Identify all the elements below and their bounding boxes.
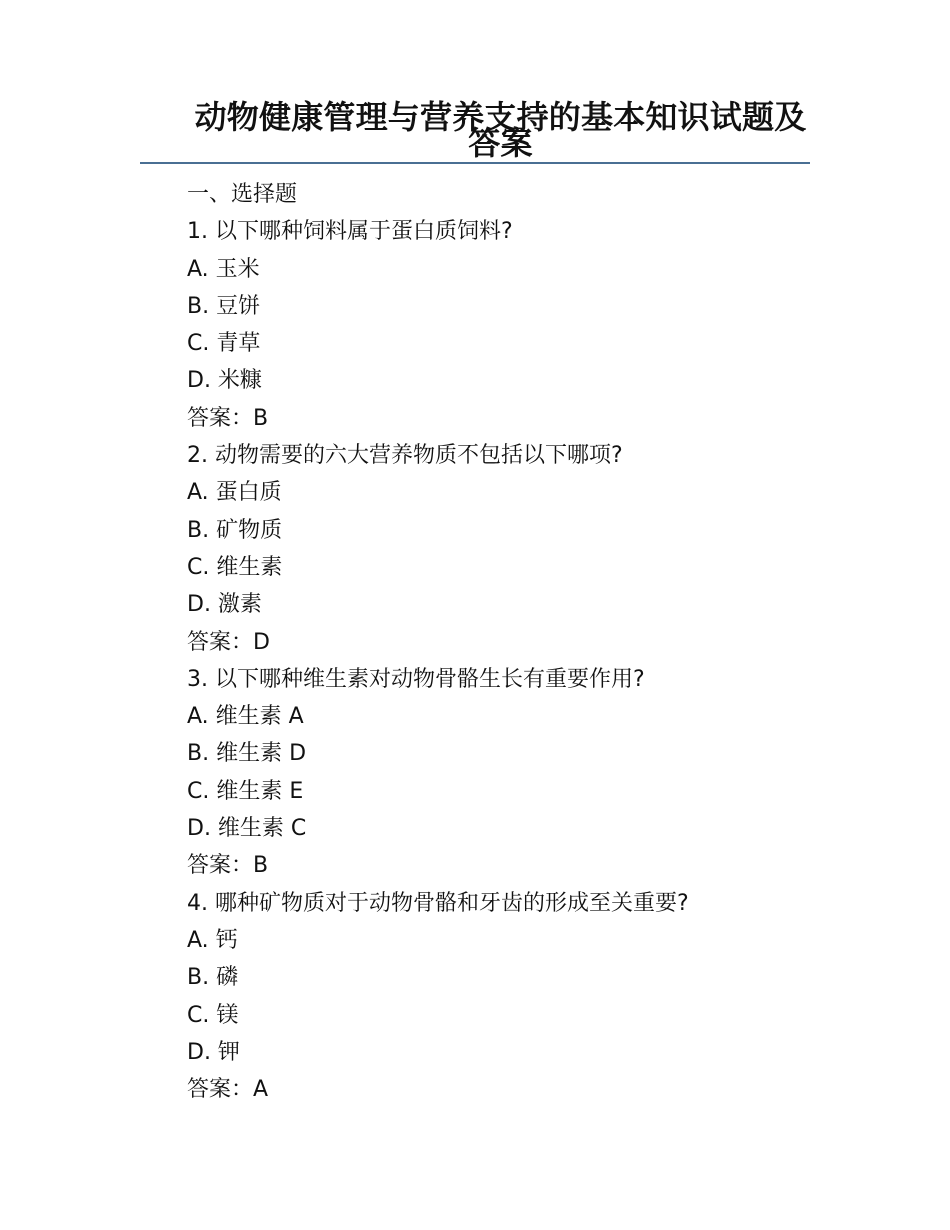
question-4 [187, 885, 807, 1109]
option-d: D. 激素 [187, 592, 262, 618]
question-3 [187, 661, 807, 885]
option-d: D. 钾 [187, 1039, 240, 1065]
answer-line: 答案：A [187, 1077, 269, 1103]
title-block [140, 100, 810, 164]
option-b: B. 维生素 D [187, 741, 307, 767]
option-d: D. 维生素 C [187, 816, 307, 842]
answer-line: 答案：B [187, 853, 269, 879]
option-d: D. 米糠 [187, 368, 262, 394]
option-c: C. 维生素 [187, 554, 283, 580]
answer-line: 答案：B [187, 405, 269, 431]
option-b: B. 矿物质 [187, 517, 283, 543]
question-2 [187, 437, 807, 661]
option-a: A. 蛋白质 [187, 480, 282, 506]
answer-line: 答案：D [187, 629, 270, 655]
question-stem: 2. 动物需要的六大营养物质不包括以下哪项? [187, 443, 623, 469]
question-stem: 4. 哪种矿物质对于动物骨骼和牙齿的形成至关重要? [187, 890, 689, 916]
option-a: A. 钙 [187, 927, 238, 953]
option-b: B. 豆饼 [187, 293, 261, 319]
question-stem: 1. 以下哪种饲料属于蛋白质饲料? [187, 219, 513, 245]
option-a: A. 维生素 A [187, 704, 304, 730]
option-a: A. 玉米 [187, 256, 260, 282]
section-heading: 一、选择题 [187, 182, 298, 207]
option-b: B. 磷 [187, 965, 239, 991]
option-c: C. 维生素 E [187, 778, 304, 804]
option-c: C. 镁 [187, 1002, 239, 1028]
question-stem: 3. 以下哪种维生素对动物骨骼生长有重要作用? [187, 666, 645, 692]
option-c: C. 青草 [187, 331, 261, 357]
document-title: 动物健康管理与营养支持的基本知识试题及答案 [194, 98, 807, 162]
question-1 [187, 213, 807, 437]
document-content [187, 176, 807, 1108]
